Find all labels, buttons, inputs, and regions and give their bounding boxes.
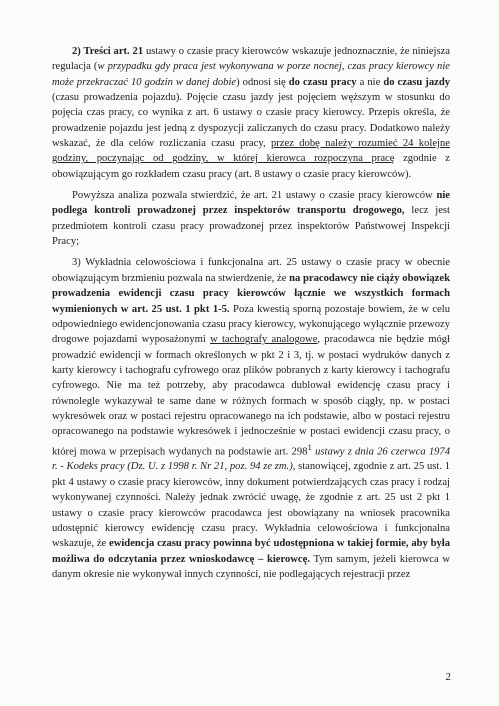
text-run: ustawy o czasie pracy kierowców wskazuje jednoznacznie, że niniejsza regulacja ( <box>52 46 450 73</box>
text-run: Poza kwestią sporną pozostaje bowiem, że w celu odpowiedniego ewidencjonowania czasu pracy kierowcy, wykonującego wyłącznie przewozy drogowe pojazdami wyposażonymi <box>52 303 451 346</box>
text-run: 3) Wykładnia celowościowa i funkcjonalna art. 25 ustawy o czasie pracy w obecnie obowiązującym brzmieniu pozwala na stwierdzenie, że <box>52 257 450 284</box>
text-run-bold: art. 21 <box>113 46 144 57</box>
text-run: a nie <box>356 76 384 88</box>
document-body <box>52 44 450 582</box>
paragraph-point-2 <box>52 44 450 182</box>
text-run: Tym samym, jeżeli kierowca w danym okresie nie wykonywał innych czynności, nie podlegających rejestracji przez <box>52 553 450 580</box>
text-run: lecz jest przedmiotem kontroli czasu pracy prowadzonej przez inspektorów Państwowej Inspekcji Pracy; <box>52 205 451 248</box>
text-run-bold: ewidencja czasu pracy powinna być udostępniona w takiej formie, aby była możliwa do odczytania przez wnioskodawcę – kierowcę. <box>52 538 451 565</box>
paragraph-point-3 <box>52 255 450 582</box>
text-run: , pracodawca nie będzie mógł prowadzić ewidencji w formach określonych w pkt 2 i 3, tj. w postaci wydruków danych z karty kierowcy i tachografu cyfrowego oraz plików pobranych z karty kierowcy i tachografu cyfrowego. Nie ma też potrzeby, aby pracodawca dublował ewidencję czasu pracy i równolegle wykazywał te same dane w różnych formach w sposób ciągły, np. w postaci wykresówek oraz w postaci rejestru opracowanego na ich podstawie, albo w postaci rejestru opracowanego na podstawie wykresówek i jednocześnie w postaci ewidencji czasu pracy, o której mowa w przepisach wydanych na podstawie art. 298 <box>52 334 450 458</box>
text-run: (czasu prowadzenia pojazdu). Pojęcie czasu jazdy jest pojęciem węższym w stosunku do pojęcia czas pracy, co wynika z art. 6 ustawy o czasie pracy kierowcy. Przepis określa, że prowadzenie pojazdu jest jedną z dyspozycji zaliczanych do czasu pracy. Dodatkowo należy wskazać, że dla celów rozliczania czasu pracy, <box>52 92 450 150</box>
text-run: ) odnosi się <box>236 76 289 88</box>
text-run-italic: ustawy z dnia 26 czerwca 1974 r. - Kodeks pracy (Dz. U. z 1998 r. Nr 21, poz. 94 ze zm.) <box>52 446 451 473</box>
text-run-bold: do czasu pracy <box>288 76 357 88</box>
text-run-underlined: w tachografy analogowe <box>210 334 318 346</box>
text-run-italic: w przypadku gdy praca jest wykonywana w porze nocnej, czas pracy kierowcy nie może przekraczać 10 godzin w danej dobie <box>52 61 450 88</box>
paragraph-conclusion <box>52 188 450 249</box>
text-run: , stanowiącej, zgodnie z art. 25 ust. 1 pkt 4 ustawy o czasie pracy kierowców, inny dokument potwierdzających czas pracy i rodzaj wykonywanej czynności. Należy jednak zwrócić uwagę, że zgodnie z art. 25 ust 2 pkt 1 ustawy o czasie pracy kierowców pracodawca jest obowiązany na wniosek pracownika udostępnić kierowcy ewidencję czasu pracy. Wykładnia celowościowa i funkcjonalna wskazuje, że <box>52 461 450 550</box>
text-run-underlined: przez dobę należy rozumieć 24 kolejne godziny, poczynając od godziny, w której kierowca rozpoczyna pracę <box>52 138 450 165</box>
text-run: Powyższa analiza pozwala stwierdzić, że art. 21 ustawy o czasie pracy kierowców <box>72 190 437 202</box>
text-run: 2) Treści <box>72 46 114 57</box>
superscript: 1 <box>307 441 312 452</box>
text-run-bold: nie podlega kontroli prowadzonej przez inspektorów transportu drogowego, <box>52 190 450 217</box>
page-number: 2 <box>445 671 451 683</box>
text-run-bold: na pracodawcy nie ciąży obowiązek prowadzenia ewidencji czasu pracy kierowców łącznie we wszystkich formach wymienionych w art. 25 ust. 1 pkt 1-5. <box>52 272 450 315</box>
text-run-bold: do czasu jazdy <box>383 76 451 88</box>
text-run: zgodnie z obowiązującym go rozkładem czasu pracy (art. 8 ustawy o czasie pracy kierowców). <box>52 153 450 180</box>
